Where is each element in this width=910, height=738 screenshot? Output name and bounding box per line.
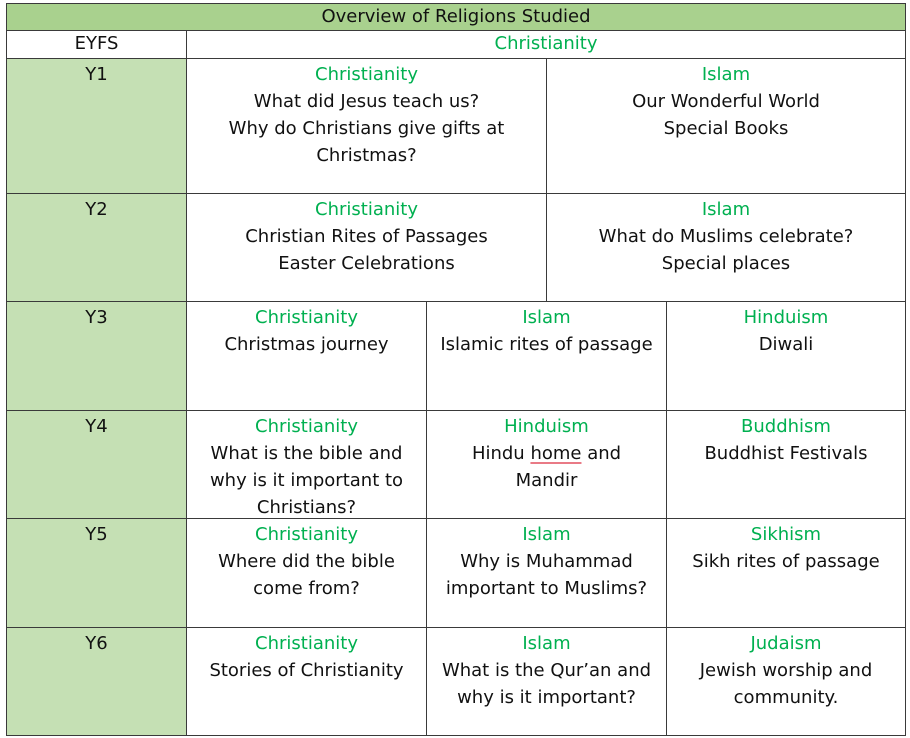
- topic-line: What is the bible and: [210, 443, 403, 464]
- religion-name: Islam: [522, 524, 571, 545]
- religion-name: Islam: [522, 307, 571, 328]
- topic-line: Special Books: [663, 118, 789, 139]
- topic-y1-2: [546, 58, 906, 194]
- religion-name: Christianity: [255, 307, 358, 328]
- year-label-y1: Y1: [6, 58, 187, 194]
- topic-line: community.: [733, 687, 839, 708]
- topic-line: What is the Qur’an and: [441, 660, 652, 681]
- religion-name: Islam: [701, 64, 751, 85]
- topic-y2-2: [546, 193, 906, 302]
- religion-name: Sikhism: [750, 524, 822, 545]
- religion-name: Hinduism: [504, 416, 589, 437]
- religion-name: Christianity: [315, 199, 418, 220]
- year-label-y6: Y6: [6, 627, 187, 736]
- topic-line: Special places: [661, 253, 791, 274]
- topic-y6-1: [186, 627, 427, 736]
- topic-y2-1: [186, 193, 547, 302]
- topic-line: Sikh rites of passage: [692, 551, 880, 572]
- religion-name: Christianity: [255, 524, 358, 545]
- topic-line: Islamic rites of passage: [440, 334, 653, 355]
- religion-name: Christianity: [255, 416, 358, 437]
- topic-y4-2: [426, 410, 667, 519]
- topic-line: why is it important to: [209, 470, 404, 491]
- topic-y4-1: [186, 410, 427, 519]
- topic-line: Diwali: [758, 334, 814, 355]
- topic-y3-3: [666, 301, 906, 411]
- religion-name: Islam: [701, 199, 751, 220]
- topic-y5-2: [426, 518, 667, 628]
- religion-name: Christianity: [494, 33, 598, 54]
- topic-line: Jewish worship and: [699, 660, 873, 681]
- topic-line: What do Muslims celebrate?: [598, 226, 854, 247]
- topic-y3-1: [186, 301, 427, 411]
- topic-line: Christmas?: [316, 145, 417, 166]
- topic-line: Easter Celebrations: [278, 253, 455, 274]
- religion-name: Judaism: [750, 633, 822, 654]
- year-label-y2: Y2: [6, 193, 187, 302]
- religion-name: Buddhism: [741, 416, 831, 437]
- topic-line: Why do Christians give gifts at: [228, 118, 505, 139]
- topic-line: important to Muslims?: [445, 578, 648, 599]
- spellcheck-underline: home: [530, 443, 582, 464]
- topic-line: Buddhist Festivals: [704, 443, 868, 464]
- year-label-y5: Y5: [6, 518, 187, 628]
- topic-line: Where did the bible: [218, 551, 395, 572]
- topic-y5-3: [666, 518, 906, 628]
- topic-line: Christians?: [256, 497, 357, 518]
- religion-name: Christianity: [315, 64, 418, 85]
- topic-line: Hindu home and: [471, 443, 622, 464]
- topic-y3-2: [426, 301, 667, 411]
- topic-line: Stories of Christianity: [209, 660, 404, 681]
- topic-y6-2: [426, 627, 667, 736]
- religions-overview-table: [6, 3, 906, 736]
- topic-eyfs-1: [186, 30, 906, 59]
- topic-y4-3: [666, 410, 906, 519]
- topic-y1-1: [186, 58, 547, 194]
- topic-line: Christmas journey: [224, 334, 389, 355]
- topic-line: Why is Muhammad: [460, 551, 633, 572]
- religion-name: Islam: [522, 633, 571, 654]
- year-label-y3: Y3: [6, 301, 187, 411]
- topic-line: come from?: [253, 578, 360, 599]
- topic-line: Christian Rites of Passages: [245, 226, 488, 247]
- year-label-eyfs: EYFS: [6, 30, 187, 59]
- topic-line: Mandir: [515, 470, 578, 491]
- table-title: Overview of Religions Studied: [6, 3, 906, 31]
- topic-y5-1: [186, 518, 427, 628]
- topic-line: Our Wonderful World: [632, 91, 820, 112]
- religion-name: Hinduism: [743, 307, 829, 328]
- topic-y6-3: [666, 627, 906, 736]
- religion-name: Christianity: [255, 633, 358, 654]
- topic-line: What did Jesus teach us?: [253, 91, 480, 112]
- topic-line: why is it important?: [457, 687, 636, 708]
- year-label-y4: Y4: [6, 410, 187, 519]
